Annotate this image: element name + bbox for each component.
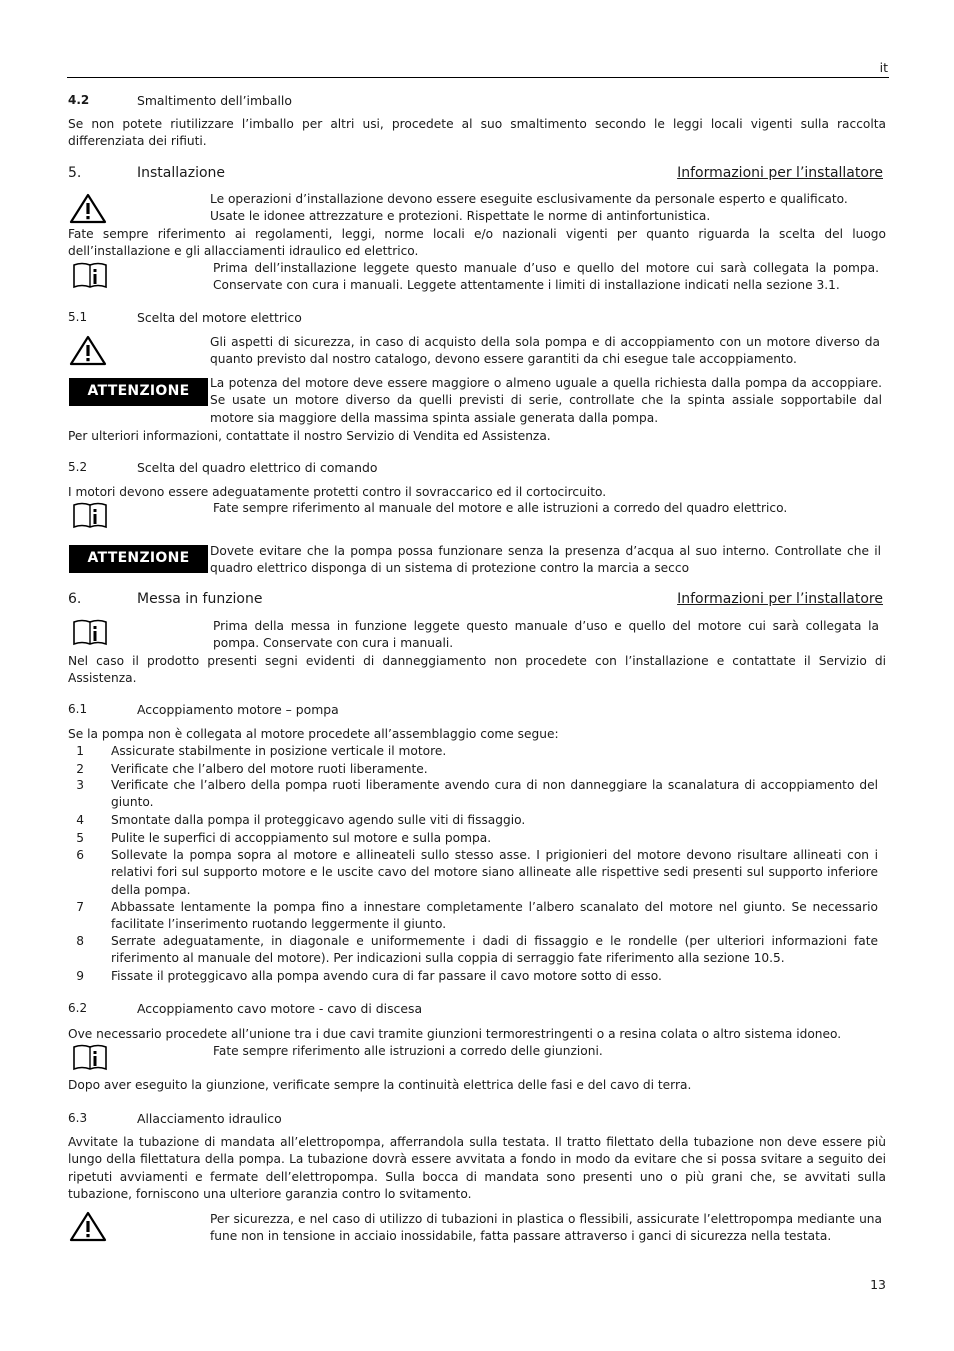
list-item-number: 4 xyxy=(76,813,84,827)
list-item: Smontate dalla pompa il proteggicavo agendo sulle viti di fissaggio. xyxy=(111,813,526,827)
paragraph: Per ulteriori informazioni, contattate il nostro Servizio di Vendita ed Assistenza. xyxy=(68,429,551,443)
section-number: 6.2 xyxy=(68,1001,88,1015)
list-item-number: 1 xyxy=(76,744,84,758)
warning-text: Per sicurezza, e nel caso di utilizzo di tubazioni in plastica o flessibili, assicurate l’elettropompa mediante una fune non in tensione in acciaio inossidabile, fatta passare attraverso i ganci di sicurezza nella testata. xyxy=(210,1212,882,1244)
list-item: Pulite le superfici di accoppiamento sul motore e sulla pompa. xyxy=(111,831,492,845)
list-item-number: 9 xyxy=(76,969,84,983)
paragraph: Avvitate la tubazione di mandata all’elettropompa, afferrandola sulla testata. Il tratto filettato della tubazione non deve essere più lungo della filettatura della pompa. La tubazione dovrà essere avvitata a fondo in modo da evitare che si possa svitare a seguito dei ripetuti avviamenti e fermate dell’elettropompa. Sulla bocca di mandata sono presenti uno o più grani che, se avvitati sulla tubazione, forniscono una ulteriore garanzia contro lo svitamento. xyxy=(68,1135,886,1201)
attention-text: La potenza del motore deve essere maggiore o almeno uguale a quella richiesta dalla pompa da accoppiare. Se usate un motore diverso da quelli previsti di serie, controllate che la spinta assiale sopportabile dal motore sia maggiore della massima spinta assiale generata dalla pompa. xyxy=(210,376,882,425)
warning-text: Gli aspetti di sicurezza, in caso di acquisto della sola pompa e di accoppiamento con un motore diverso da quanto previsto dal nostro catalogo, devono essere garantiti da chi esegue tale accoppiamento. xyxy=(210,335,880,367)
header-rule xyxy=(67,77,889,78)
warning-text-line: Usate le idonee attrezzature e protezioni. Rispettate le norme di antinfortunistica. xyxy=(210,209,711,223)
list-item: Assicurate stabilmente in posizione verticale il motore. xyxy=(111,744,447,758)
list-item-number: 5 xyxy=(76,831,84,845)
paragraph: Dopo aver eseguito la giunzione, verificate sempre la continuità elettrica delle fasi e del cavo di terra. xyxy=(68,1078,692,1092)
installer-info-label: Informazioni per l’installatore xyxy=(677,591,883,607)
section-title: Accoppiamento cavo motore - cavo di discesa xyxy=(137,1001,423,1016)
section-number: 6.1 xyxy=(68,702,88,716)
attention-text: Dovete evitare che la pompa possa funzionare senza la presenza d’acqua al suo interno. Controllate che il quadro elettrico disponga di un sistema di protezione contro la marcia a secco xyxy=(210,544,881,576)
section-title: Scelta del quadro elettrico di comando xyxy=(137,460,378,475)
section-number: 6.3 xyxy=(68,1111,88,1125)
section-title: Installazione xyxy=(137,165,226,181)
warning-text-line: Le operazioni d’installazione devono essere eseguite esclusivamente da personale esperto e qualificato. xyxy=(210,192,848,206)
paragraph: I motori devono essere adeguatamente protetti contro il sovraccarico ed il cortocircuito. xyxy=(68,485,607,499)
installer-info-label: Informazioni per l’installatore xyxy=(677,165,883,181)
list-item: Fissate il proteggicavo alla pompa avendo cura di far passare il cavo motore sotto di esso. xyxy=(111,969,662,983)
section-title: Scelta del motore elettrico xyxy=(137,310,302,325)
section-number: 6. xyxy=(68,591,82,607)
section-title: Allacciamento idraulico xyxy=(137,1111,282,1126)
section-title: Smaltimento dell’imballo xyxy=(137,93,292,108)
section-number: 5.2 xyxy=(68,460,88,474)
list-item-number: 6 xyxy=(76,848,84,862)
manual-info-icon xyxy=(71,501,109,531)
section-number: 5. xyxy=(68,165,82,181)
list-item-number: 8 xyxy=(76,934,84,948)
list-item-number: 7 xyxy=(76,900,84,914)
language-code: it xyxy=(879,60,888,75)
warning-icon xyxy=(69,335,107,366)
section-title: Accoppiamento motore – pompa xyxy=(137,702,339,717)
manual-info-icon xyxy=(71,618,109,648)
info-text: Fate sempre riferimento alle istruzioni a corredo delle giunzioni. xyxy=(213,1044,603,1058)
list-item: Sollevate la pompa sopra al motore e allineateli sullo stesso asse. I prigionieri del motore devono risultare allineati con i relativi fori sul supporto motore e le uscite cavo del motore siano allineate alle rispettive sedi presenti sul supporto inferiore della pompa. xyxy=(111,848,878,897)
manual-info-icon xyxy=(71,261,109,291)
list-item: Verificate che l’albero della pompa ruoti liberamente avendo cura di non danneggiare la scanalatura di accoppiamento del giunto. xyxy=(111,778,878,810)
paragraph: Se la pompa non è collegata al motore procedete all’assemblaggio come segue: xyxy=(68,727,559,741)
attention-badge: ATTENZIONE xyxy=(69,545,208,573)
warning-icon xyxy=(69,193,107,224)
list-item: Verificate che l’albero del motore ruoti liberamente. xyxy=(111,762,428,776)
manual-info-icon xyxy=(71,1043,109,1073)
paragraph: Nel caso il prodotto presenti segni evidenti di danneggiamento non procedete con l’installazione e contattate il Servizio di Assistenza. xyxy=(68,654,886,686)
list-item-number: 3 xyxy=(76,778,84,792)
paragraph: Fate sempre riferimento ai regolamenti, leggi, norme locali e/o nazionali vigenti per quanto riguarda la scelta del luogo dell’installazione e gli allacciamenti idraulico ed elettrico. xyxy=(68,227,886,259)
list-item-number: 2 xyxy=(76,762,84,776)
page-number: 13 xyxy=(870,1277,886,1292)
section-number: 5.1 xyxy=(68,310,88,324)
info-text: Prima della messa in funzione leggete questo manuale d’uso e quello del motore cui sarà collegata la pompa. Conservate con cura i manuali. xyxy=(213,619,879,651)
section-number: 4.2 xyxy=(68,93,90,107)
section-title: Messa in funzione xyxy=(137,591,263,607)
list-item: Serrate adeguatamente, in diagonale e uniformemente i dadi di fissaggio e le rondelle (per ulteriori informazioni fate riferimento al manuale del motore). Per indicazioni sulla coppia di serraggio fate riferimento alla sezione 10.5. xyxy=(111,934,878,966)
warning-icon xyxy=(69,1211,107,1242)
paragraph: Se non potete riutilizzare l’imballo per altri usi, procedete al suo smaltimento secondo le leggi locali vigenti sulla raccolta differenziata dei rifiuti. xyxy=(68,117,886,149)
info-text: Fate sempre riferimento al manuale del motore e alle istruzioni a corredo del quadro elettrico. xyxy=(213,501,788,515)
list-item: Abbassate lentamente la pompa fino a innestare completamente l’albero scanalato del motore nel giunto. Se necessario facilitate l’inserimento ruotando leggermente il giunto. xyxy=(111,900,878,932)
paragraph: Ove necessario procedete all’unione tra i due cavi tramite giunzioni termorestringenti o a resina colata o altro sistema idoneo. xyxy=(68,1027,842,1041)
info-text: Prima dell’installazione leggete questo manuale d’uso e quello del motore cui sarà collegata la pompa. Conservate con cura i manuali. Leggete attentamente i limiti di installazione indicati nella sezione 3.1. xyxy=(213,261,879,293)
attention-badge: ATTENZIONE xyxy=(69,378,208,406)
